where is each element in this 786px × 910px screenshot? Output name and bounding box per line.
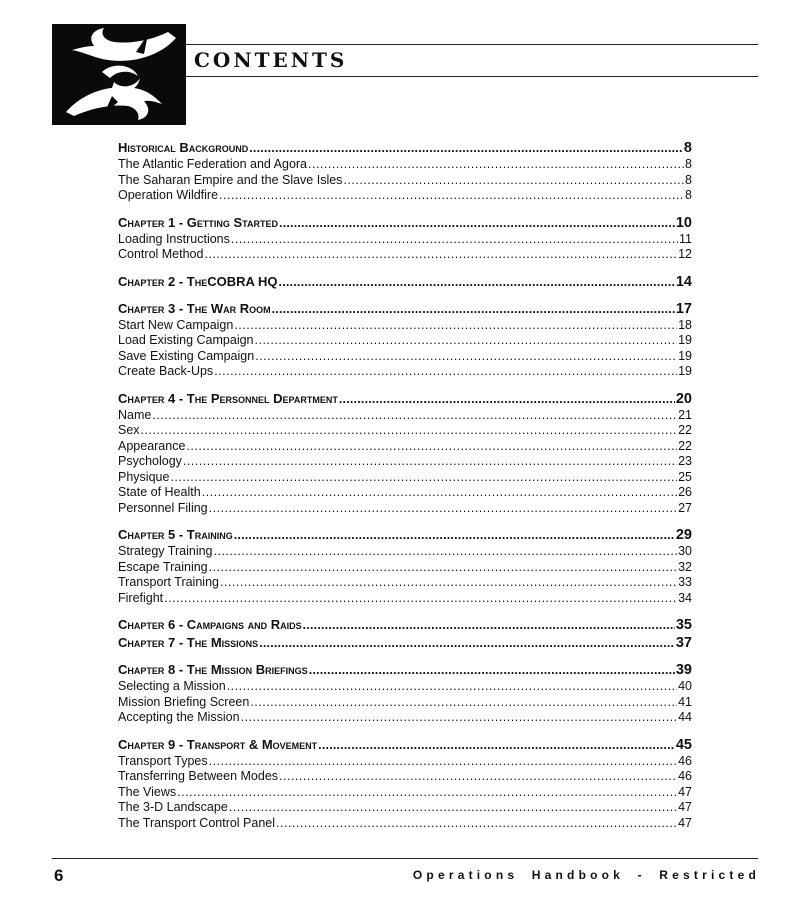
dot-leader: [183, 454, 677, 470]
toc-chapter-page: 29: [675, 527, 692, 543]
dot-leader: [279, 274, 675, 291]
toc-entry: [118, 423, 692, 439]
toc-entry-title: Save Existing Campaign: [118, 348, 255, 363]
toc-chapter-page: 10: [675, 214, 692, 231]
toc-entry-page: 21: [678, 407, 692, 422]
toc-chapter-title: Historical Background: [118, 140, 249, 155]
toc-entry-page: 34: [678, 590, 692, 605]
dot-leader: [234, 318, 677, 334]
toc-entry-page: 40: [678, 679, 692, 693]
toc-chapter-heading: [118, 273, 692, 290]
dolphins-emblem-icon: [52, 24, 186, 125]
toc-section: [118, 616, 692, 633]
toc-entry: [118, 454, 692, 470]
toc-entry-page: 46: [678, 753, 692, 768]
toc-entry-title: Appearance: [118, 438, 186, 453]
toc-chapter-title: Chapter 3 - The War Room: [118, 300, 271, 316]
toc-chapter-page: 37: [675, 635, 692, 651]
toc-section: [118, 273, 692, 290]
dot-leader: [234, 527, 675, 544]
toc-chapter-title: Chapter 8 - The Mission Briefings: [118, 662, 308, 677]
toc-entry-title: Transport Types: [118, 753, 208, 768]
toc-entry: [118, 173, 692, 189]
dot-leader: [209, 560, 677, 576]
toc-entry-title: Psychology: [118, 454, 182, 468]
toc-chapter-title: Chapter 4 - The Personnel Department: [118, 390, 338, 406]
footer-title: Operations Handbook - Restricted: [412, 868, 760, 882]
toc-chapter-heading: [118, 661, 692, 678]
dot-leader: [214, 364, 677, 380]
toc-entry-title: Personnel Filing: [118, 500, 208, 515]
toc-entry: [118, 800, 692, 816]
dot-leader: [141, 423, 678, 439]
dot-leader: [241, 710, 678, 726]
toc-entry: [118, 157, 692, 173]
dot-leader: [177, 785, 677, 801]
toc-section: [118, 634, 692, 651]
toc-entry-page: 8: [685, 188, 692, 202]
dolphins-emblem-svg: [52, 24, 186, 125]
toc-entry-title: Start New Campaign: [118, 317, 234, 332]
dot-leader: [170, 470, 677, 486]
toc-entry: [118, 575, 692, 591]
toc-entry-title: Create Back-Ups: [118, 364, 214, 378]
toc-entry-title: Mission Briefing Screen: [118, 694, 250, 709]
toc-chapter-title: Chapter 1 - Getting Started: [118, 214, 279, 230]
toc-entry-page: 19: [678, 333, 692, 347]
toc-entry-title: Load Existing Campaign: [118, 333, 254, 347]
toc-entry-title: Strategy Training: [118, 544, 213, 558]
toc-entry-page: 19: [678, 364, 692, 378]
footer-rule: [52, 858, 758, 859]
toc-entry-page: 19: [678, 348, 692, 363]
table-of-contents: [118, 139, 692, 841]
toc-entry-title: Transferring Between Modes: [118, 769, 279, 783]
toc-chapter-page: 39: [675, 662, 692, 678]
toc-entry-page: 46: [678, 769, 692, 783]
toc-entry-page: 12: [678, 247, 692, 261]
toc-entry-title: Physique: [118, 469, 170, 484]
toc-entry-page: 8: [685, 157, 692, 171]
toc-entry-title: Name: [118, 407, 152, 422]
toc-entry-page: 47: [678, 784, 692, 799]
page-title: CONTENTS: [194, 48, 348, 72]
toc-section: [118, 736, 692, 832]
toc-chapter-heading: [118, 214, 692, 231]
toc-entry-title: Loading Instructions: [118, 231, 230, 246]
toc-chapter-heading: [118, 300, 692, 317]
dot-leader: [227, 679, 677, 695]
toc-chapter-page: 17: [675, 300, 692, 317]
toc-entry-page: 22: [678, 438, 692, 453]
toc-chapter-title-emphasis: COBRA HQ: [207, 273, 278, 289]
toc-entry: [118, 754, 692, 770]
toc-entry-page: 47: [678, 800, 692, 814]
dot-leader: [220, 575, 677, 591]
toc-entry-page: 47: [678, 815, 692, 830]
toc-entry-page: 32: [678, 559, 692, 574]
toc-section: [118, 214, 692, 263]
toc-entry: [118, 679, 692, 695]
toc-entry-page: 8: [685, 172, 692, 187]
toc-section: [118, 661, 692, 726]
toc-entry: [118, 333, 692, 349]
toc-entry-title: The Transport Control Panel: [118, 815, 276, 830]
toc-entry-page: 23: [678, 454, 692, 468]
toc-entry-title: Firefight: [118, 590, 164, 605]
toc-entry: [118, 247, 692, 263]
toc-entry: [118, 501, 692, 517]
toc-entry-title: The Atlantic Federation and Agora: [118, 157, 308, 171]
toc-section: [118, 139, 692, 204]
dot-leader: [303, 617, 675, 634]
dot-leader: [272, 301, 675, 318]
dot-leader: [229, 800, 677, 816]
toc-entry-title: Escape Training: [118, 559, 208, 574]
toc-entry: [118, 591, 692, 607]
toc-entry-page: 33: [678, 575, 692, 589]
dot-leader: [308, 157, 684, 173]
toc-section: [118, 526, 692, 606]
dot-leader: [204, 247, 677, 263]
toc-entry: [118, 769, 692, 785]
dot-leader: [276, 816, 677, 832]
dot-leader: [202, 485, 677, 501]
dot-leader: [152, 408, 677, 424]
toc-entry: [118, 349, 692, 365]
title-rule-top: [186, 44, 758, 45]
toc-chapter-page: 45: [675, 736, 692, 753]
toc-entry-page: 25: [678, 469, 692, 484]
toc-entry: [118, 710, 692, 726]
toc-entry-page: 22: [678, 423, 692, 437]
dot-leader: [279, 215, 675, 232]
page-number: 6: [54, 866, 64, 885]
toc-entry-title: The Saharan Empire and the Slave Isles: [118, 172, 343, 187]
toc-entry: [118, 364, 692, 380]
toc-entry: [118, 318, 692, 334]
toc-chapter-heading: [118, 736, 692, 753]
toc-entry: [118, 232, 692, 248]
dot-leader: [309, 662, 675, 679]
toc-chapter-title: Chapter 5 - Training: [118, 527, 233, 542]
toc-chapter-title: Chapter 2 - The: [118, 273, 208, 289]
toc-entry-page: 44: [678, 710, 692, 724]
toc-entry: [118, 785, 692, 801]
title-rule-bottom: [186, 76, 758, 77]
dot-leader: [209, 754, 677, 770]
toc-entry: [118, 188, 692, 204]
toc-entry-page: 18: [678, 317, 692, 332]
dot-leader: [186, 439, 677, 455]
toc-entry-page: 30: [678, 544, 692, 558]
toc-entry-page: 11: [679, 231, 692, 246]
toc-chapter-heading: [118, 139, 692, 156]
toc-chapter-title: Chapter 6 - Campaigns and Raids: [118, 617, 302, 632]
toc-entry: [118, 560, 692, 576]
toc-entry: [118, 816, 692, 832]
toc-chapter-page: 35: [675, 617, 692, 633]
dot-leader: [255, 349, 677, 365]
dot-leader: [339, 391, 675, 408]
toc-entry: [118, 544, 692, 560]
toc-entry-title: Accepting the Mission: [118, 710, 240, 724]
toc-entry-title: Transport Training: [118, 575, 219, 589]
toc-chapter-heading: [118, 616, 692, 633]
dot-leader: [318, 737, 675, 754]
toc-entry: [118, 485, 692, 501]
toc-chapter-heading: [118, 634, 692, 651]
toc-section: [118, 390, 692, 517]
toc-entry: [118, 695, 692, 711]
toc-chapter-heading: [118, 526, 692, 543]
toc-entry-page: 41: [678, 694, 692, 709]
dot-leader: [214, 544, 678, 560]
dot-leader: [343, 173, 684, 189]
dot-leader: [219, 188, 684, 204]
dot-leader: [164, 591, 677, 607]
toc-entry-title: Control Method: [118, 247, 204, 261]
toc-chapter-page: 8: [683, 140, 692, 156]
dot-leader: [255, 333, 678, 349]
dot-leader: [279, 769, 677, 785]
toc-chapter-page: 14: [675, 273, 692, 290]
toc-entry-title: Selecting a Mission: [118, 679, 226, 693]
toc-entry: [118, 470, 692, 486]
toc-entry-title: Sex: [118, 423, 140, 437]
dot-leader: [249, 140, 683, 157]
toc-entry-title: The Views: [118, 784, 177, 799]
toc-entry-title: The 3-D Landscape: [118, 800, 228, 814]
toc-chapter-title: Chapter 7 - The Missions: [118, 635, 259, 650]
dot-leader: [209, 501, 677, 517]
toc-chapter-title: Chapter 9 - Transport & Movement: [118, 736, 318, 752]
dot-leader: [259, 635, 675, 652]
toc-entry-title: State of Health: [118, 485, 201, 499]
toc-entry: [118, 408, 692, 424]
toc-section: [118, 300, 692, 380]
dot-leader: [231, 232, 678, 248]
toc-chapter-page: 20: [675, 390, 692, 407]
toc-entry-page: 26: [678, 485, 692, 499]
toc-entry: [118, 439, 692, 455]
toc-entry-title: Operation Wildfire: [118, 188, 219, 202]
toc-chapter-heading: [118, 390, 692, 407]
dot-leader: [250, 695, 677, 711]
toc-entry-page: 27: [678, 500, 692, 515]
